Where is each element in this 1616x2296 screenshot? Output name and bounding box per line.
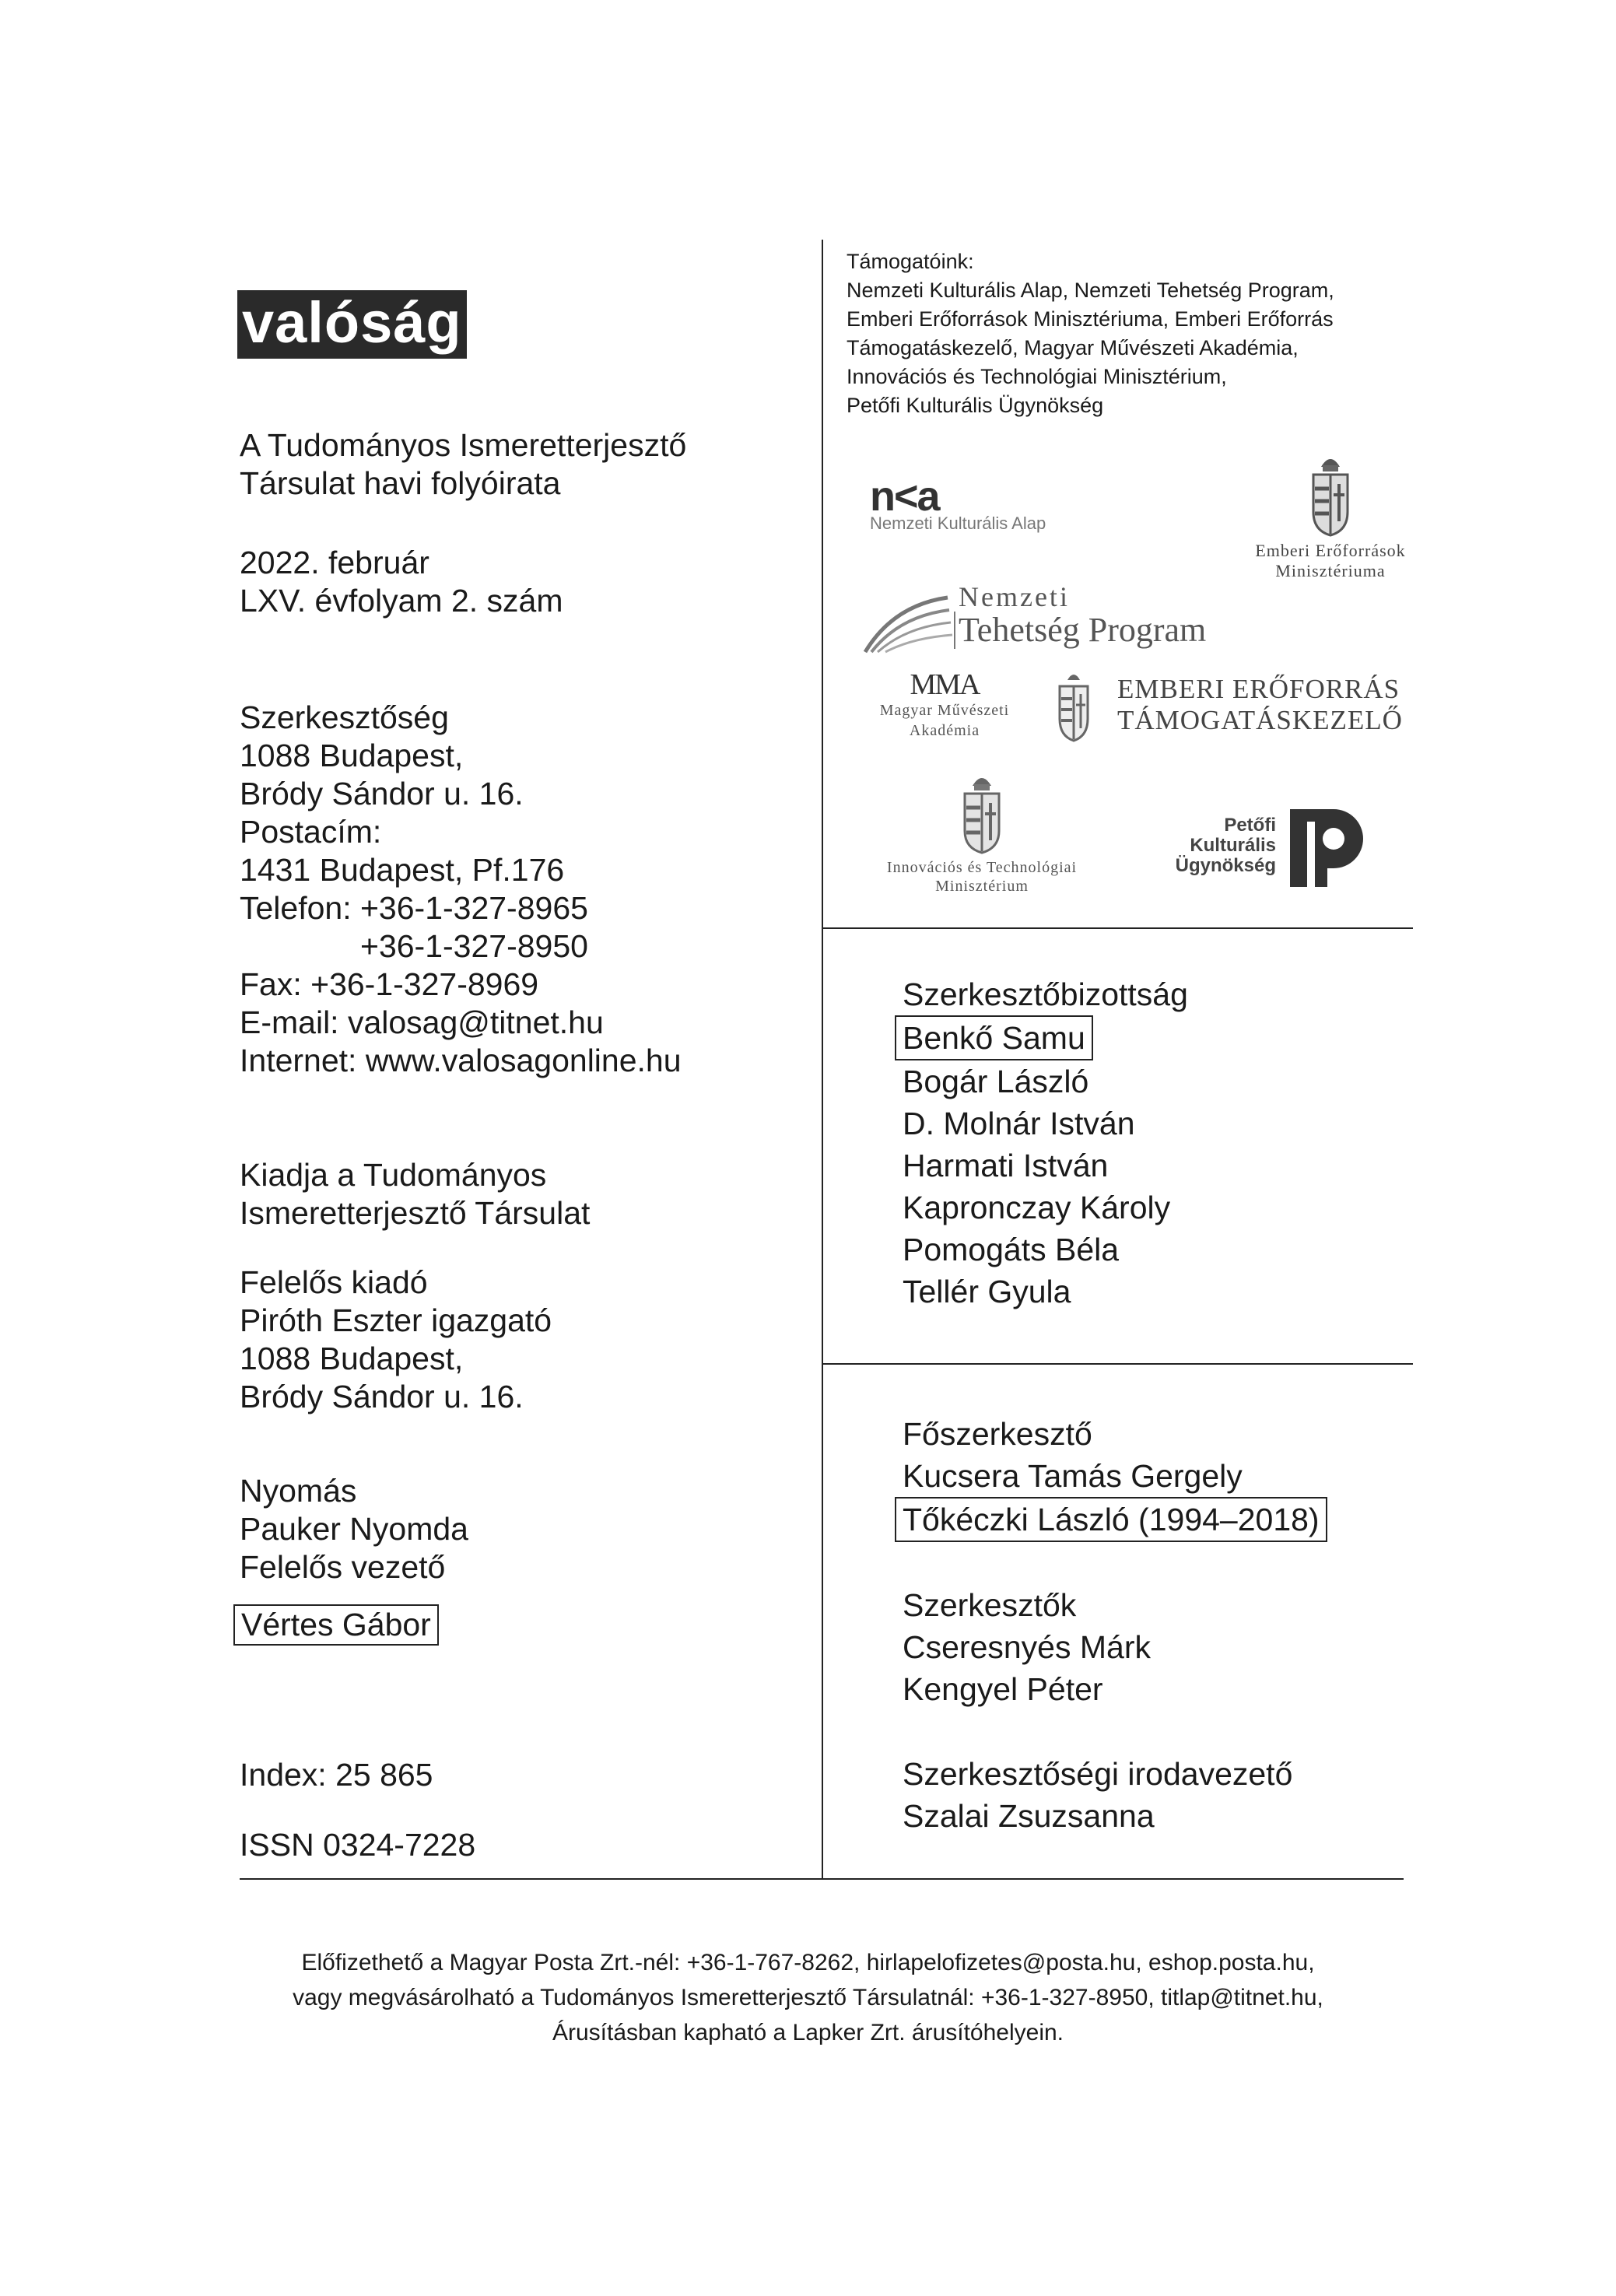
office-line: Szerkesztőség (240, 699, 449, 735)
supporters-line: Petőfi Kulturális Ügynökség (847, 394, 1104, 417)
subtitle-line: A Tudományos Ismeretterjesztő (240, 427, 687, 463)
column-divider (822, 240, 823, 1880)
office-fax: Fax: +36-1-327-8969 (240, 966, 539, 1002)
responsible-line: Felelős kiadó (240, 1264, 428, 1300)
supporters-line: Innovációs és Technológiai Minisztérium, (847, 365, 1227, 388)
itm-logo-line: Innovációs és Technológiai (886, 859, 1078, 876)
footer-line: vagy megvásárolható a Tudományos Ismeretterjesztő Társulatnál: +36-1-327-8950, titlap@titnet.hu, (293, 1985, 1323, 2010)
ntp-wave-icon (862, 582, 955, 654)
mma-logo-line: Magyar Művészeti (879, 702, 1010, 719)
right-divider-2 (823, 1363, 1413, 1365)
editorial-board-member-boxed: Benkő Samu (895, 1015, 1093, 1060)
nka-logo-mark: n<a (870, 473, 939, 520)
itm-logo (865, 770, 1099, 896)
publisher-block (240, 1156, 590, 1232)
office-head-name: Szalai Zsuzsanna (903, 1798, 1155, 1834)
supporters-list (847, 247, 1334, 420)
footer-line: Előfizethető a Magyar Posta Zrt.-nél: +36-1-767-8262, hirlapelofizetes@posta.hu, eshop.posta.hu, (301, 1950, 1315, 1975)
print-manager (240, 1604, 445, 1646)
office-head-title: Szerkesztőségi irodavezető (903, 1756, 1293, 1792)
office-block (240, 699, 682, 1080)
office-line: 1088 Budapest, (240, 738, 464, 773)
pku-logo-line: Petőfi (1224, 815, 1276, 836)
pku-logo-line: Kulturális (1190, 835, 1276, 856)
office-line: Bródy Sándor u. 16. (240, 776, 524, 811)
bottom-divider (240, 1878, 1404, 1880)
mma-logo-mark: MMA (910, 668, 980, 701)
editorial-board-member: Harmati István (903, 1148, 1109, 1183)
responsible-line: 1088 Budapest, (240, 1341, 464, 1376)
office-phone-2: +36-1-327-8950 (360, 928, 588, 964)
print-block (240, 1472, 468, 1586)
coat-of-arms-icon (1307, 450, 1354, 537)
nka-logo (870, 473, 1046, 534)
publisher-line: Kiadja a Tudományos (240, 1157, 547, 1193)
print-line: Felelős vezető (240, 1549, 446, 1585)
editors (903, 1584, 1151, 1710)
former-editor-boxed: Tőkéczki László (1994–2018) (895, 1497, 1327, 1542)
coat-of-arms-icon (1055, 669, 1092, 744)
coat-of-arms-icon (959, 770, 1005, 854)
editorial-board-member: Kapronczay Károly (903, 1190, 1171, 1225)
editorial-board-member: Tellér Gyula (903, 1274, 1071, 1309)
subtitle-block (240, 426, 686, 503)
subscription-footer (0, 1945, 1616, 2050)
editor-name: Cseresnyés Márk (903, 1629, 1151, 1665)
issn-number: ISSN 0324-7228 (240, 1827, 476, 1863)
subtitle-line: Társulat havi folyóirata (240, 465, 561, 501)
office-phone-1: Telefon: +36-1-327-8965 (240, 890, 588, 926)
editors-title: Szerkesztők (903, 1587, 1077, 1623)
emmi-logo-line: Emberi Erőforrások (1255, 541, 1406, 560)
editorial-board (903, 973, 1188, 1313)
issue-volume: LXV. évfolyam 2. szám (240, 583, 563, 619)
emet-logo-line: TÁMOGATÁSKEZELŐ (1117, 705, 1403, 735)
supporters-line: Támogatáskezelő, Magyar Művészeti Akadémia, (847, 336, 1299, 359)
print-manager-name: Vértes Gábor (233, 1604, 439, 1646)
emmi-logo-line: Minisztériuma (1275, 561, 1386, 580)
emet-logo-line: EMBERI ERŐFORRÁS (1117, 674, 1400, 704)
pku-logo-text (1144, 815, 1276, 876)
supporters-line: Emberi Erőforrások Minisztériuma, Emberi Erőforrás (847, 307, 1334, 331)
issue-date: 2022. február (240, 545, 429, 580)
nka-logo-text: Nemzeti Kulturális Alap (870, 514, 1046, 533)
issue-block (240, 544, 563, 620)
ntp-logo-line-2: Tehetség Program (954, 612, 1206, 649)
ntp-logo-line-1: Nemzeti (959, 581, 1070, 612)
editorial-board-member: Pomogáts Béla (903, 1232, 1120, 1267)
index-number: Index: 25 865 (240, 1757, 433, 1793)
right-divider-1 (823, 927, 1413, 929)
itm-logo-line: Minisztérium (935, 878, 1029, 895)
office-line: 1431 Budapest, Pf.176 (240, 852, 565, 888)
editor-name: Kengyel Péter (903, 1671, 1103, 1707)
editorial-board-member: Bogár László (903, 1064, 1089, 1099)
editor-in-chief-name: Kucsera Tamás Gergely (903, 1458, 1243, 1494)
office-email[interactable]: E-mail: valosag@titnet.hu (240, 1004, 604, 1040)
print-line: Pauker Nyomda (240, 1511, 468, 1547)
supporters-line: Támogatóink: (847, 250, 974, 273)
emmi-logo (1237, 450, 1424, 581)
responsible-line: Piróth Eszter igazgató (240, 1302, 552, 1338)
office-head (903, 1753, 1292, 1837)
editorial-board-member: D. Molnár István (903, 1106, 1135, 1141)
editorial-board-title: Szerkesztőbizottság (903, 976, 1188, 1012)
print-line: Nyomás (240, 1473, 357, 1509)
editor-in-chief-title: Főszerkesztő (903, 1416, 1092, 1452)
valosag-logo: valóság (237, 290, 467, 359)
office-website[interactable]: Internet: www.valosagonline.hu (240, 1043, 682, 1078)
responsible-line: Bródy Sándor u. 16. (240, 1379, 524, 1414)
pku-pilcrow-icon (1287, 809, 1371, 887)
publisher-line: Ismeretterjesztő Társulat (240, 1195, 591, 1231)
mma-logo (865, 669, 1024, 741)
office-line: Postacím: (240, 814, 382, 850)
responsible-publisher-block (240, 1264, 552, 1416)
mma-logo-line: Akadémia (909, 722, 980, 739)
pku-logo-line: Ügynökség (1175, 855, 1276, 876)
editor-in-chief (903, 1413, 1327, 1542)
footer-line: Árusításban kapható a Lapker Zrt. árusítóhelyein. (552, 2020, 1064, 2045)
supporters-line: Nemzeti Kulturális Alap, Nemzeti Tehetség Program, (847, 279, 1334, 302)
